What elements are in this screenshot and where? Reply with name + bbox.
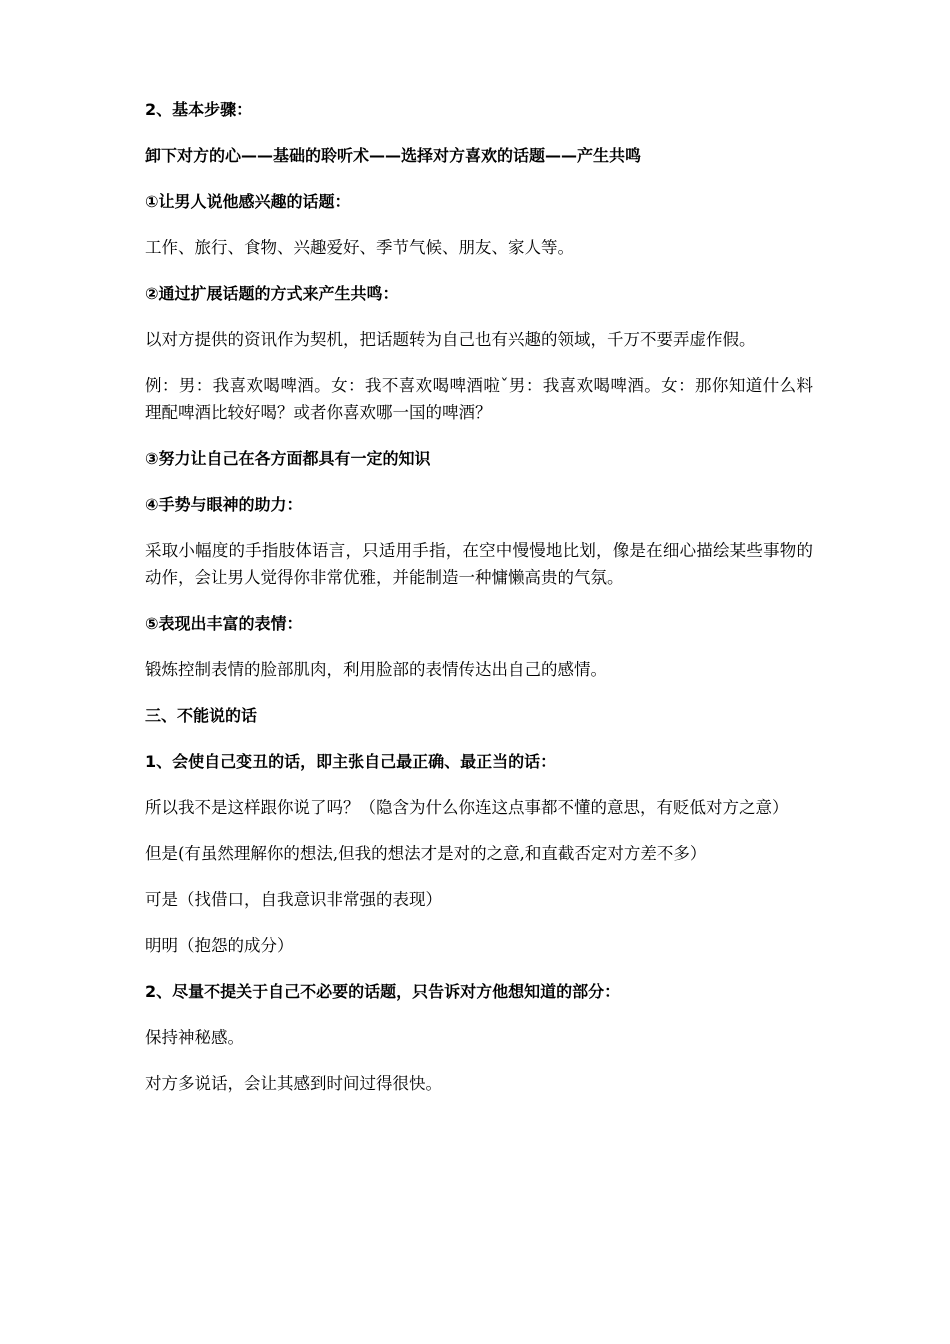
body-paragraph: 可是（找借口，自我意识非常强的表现） — [145, 890, 442, 909]
step-heading-2: ②通过扩展话题的方式来产生共鸣： — [145, 284, 399, 303]
steps-summary: 卸下对方的心——基础的聆听术——选择对方喜欢的话题——产生共鸣 — [145, 146, 642, 165]
step-heading-1: ①让男人说他感兴趣的话题： — [145, 192, 351, 211]
document-page — [145, 96, 813, 1116]
body-paragraph: 所以我不是这样跟你说了吗？（隐含为什么你连这点事都不懂的意思，有贬低对方之意） — [145, 798, 789, 817]
subheading-2: 2、尽量不提关于自己不必要的话题，只告诉对方他想知道的部分： — [145, 982, 621, 1001]
body-paragraph: 工作、旅行、食物、兴趣爱好、季节气候、朋友、家人等。 — [145, 238, 574, 257]
body-paragraph: 保持神秘感。 — [145, 1028, 244, 1047]
body-paragraph: 采取小幅度的手指肢体语言，只适用手指，在空中慢慢地比划，像是在细心描绘某些事物的动作，会让男人觉得你非常优雅，并能制造一种慵懒高贵的气氛。 — [145, 541, 813, 587]
section-heading-basic-steps: 2、基本步骤： — [145, 100, 253, 119]
step-heading-5: ⑤表现出丰富的表情： — [145, 614, 303, 633]
subheading-1: 1、会使自己变丑的话，即主张自己最正确、最正当的话： — [145, 752, 557, 771]
section-heading-3: 三、不能说的话 — [145, 706, 258, 725]
body-paragraph: 明明（抱怨的成分） — [145, 936, 294, 955]
body-paragraph: 以对方提供的资讯作为契机，把话题转为自己也有兴趣的领域，千万不要弄虚作假。 — [145, 330, 756, 349]
step-heading-4: ④手势与眼神的助力： — [145, 495, 303, 514]
body-paragraph: 但是(有虽然理解你的想法,但我的想法才是对的之意,和直截否定对方差不多） — [145, 844, 707, 863]
step-heading-3: ③努力让自己在各方面都具有一定的知识 — [145, 449, 431, 468]
body-paragraph: 对方多说话，会让其感到时间过得很快。 — [145, 1074, 442, 1093]
body-paragraph: 锻炼控制表情的脸部肌肉，利用脸部的表情传达出自己的感情。 — [145, 660, 607, 679]
example-paragraph: 例：男：我喜欢喝啤酒。女：我不喜欢喝啤酒啦ˇ男：我喜欢喝啤酒。女：那你知道什么料理配啤酒比较好喝？或者你喜欢哪一国的啤酒？ — [145, 376, 813, 422]
